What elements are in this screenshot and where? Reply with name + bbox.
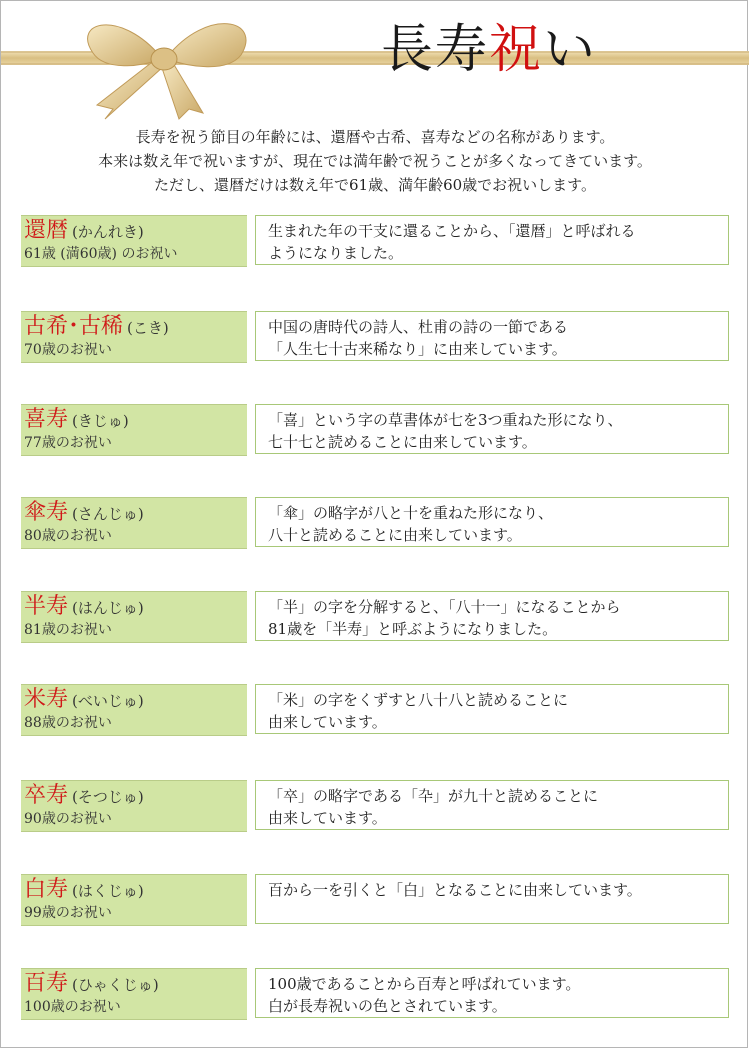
intro-line: ただし、還暦だけは数え年で61歳、満年齢60歳でお祝いします。 xyxy=(154,176,596,194)
entry-hyakuju xyxy=(21,968,731,1022)
entry-description xyxy=(255,497,729,547)
celebration-age: 100歳のお祝い xyxy=(24,999,121,1015)
page-title xyxy=(381,7,597,82)
celebration-age: 80歳のお祝い xyxy=(24,528,112,544)
celebration-age: 88歳のお祝い xyxy=(24,715,112,731)
entry-label xyxy=(21,780,247,832)
celebration-reading: (はくじゅ) xyxy=(72,882,144,900)
celebration-age: 81歳のお祝い xyxy=(24,622,112,638)
celebration-reading: (はんじゅ) xyxy=(72,599,144,617)
entry-description xyxy=(255,874,729,924)
description-line: 百から一を引くと「白」となることに由来しています。 xyxy=(268,881,642,899)
description-line: 白が長寿祝いの色とされています。 xyxy=(268,997,507,1015)
celebration-name: 古希･古稀 xyxy=(24,314,124,339)
entry-label xyxy=(21,684,247,736)
intro-line: 本来は数え年で祝いますが、現在では満年齢で祝うことが多くなってきています。 xyxy=(98,152,652,170)
celebration-name: 白寿 xyxy=(24,877,69,902)
ribbon-bow-icon xyxy=(1,1,749,121)
entry-label xyxy=(21,591,247,643)
entry-description xyxy=(255,968,729,1018)
entry-label xyxy=(21,215,247,267)
celebration-reading: (こき) xyxy=(127,319,169,337)
celebration-name: 還暦 xyxy=(24,218,69,243)
title-main: 長寿 xyxy=(381,20,490,80)
description-line: ようになりました。 xyxy=(268,244,404,262)
entry-label xyxy=(21,497,247,549)
description-line: 中国の唐時代の詩人、杜甫の詩の一節である xyxy=(268,318,569,336)
description-line: 生まれた年の干支に還ることから、「還暦」と呼ばれる xyxy=(268,222,636,240)
celebration-name: 傘寿 xyxy=(24,500,69,525)
entry-description xyxy=(255,684,729,734)
entry-label xyxy=(21,874,247,926)
intro-text xyxy=(1,125,749,197)
description-line: 81歳を「半寿」と呼ぶようになりました。 xyxy=(268,620,558,638)
celebration-reading: (べいじゅ) xyxy=(72,692,144,710)
entry-koki xyxy=(21,311,731,365)
celebration-reading: (さんじゅ) xyxy=(72,505,144,523)
entry-label xyxy=(21,968,247,1020)
entry-description xyxy=(255,215,729,265)
celebration-age: 90歳のお祝い xyxy=(24,811,112,827)
description-line: 由来しています。 xyxy=(268,713,387,731)
description-line: 七十七と読めることに由来しています。 xyxy=(268,433,537,451)
entry-description xyxy=(255,780,729,830)
entry-kanreki xyxy=(21,215,731,269)
celebration-reading: (ひゃくじゅ) xyxy=(72,976,159,994)
celebration-reading: (かんれき) xyxy=(72,223,144,241)
title-end: い xyxy=(543,20,598,80)
celebration-reading: (きじゅ) xyxy=(72,412,129,430)
title-accent: 祝 xyxy=(489,20,544,80)
celebration-age: 70歳のお祝い xyxy=(24,342,112,358)
description-line: 「喜」という字の草書体が七を3つ重ねた形になり、 xyxy=(268,411,623,429)
entry-label xyxy=(21,404,247,456)
celebration-age: 77歳のお祝い xyxy=(24,435,112,451)
entry-description xyxy=(255,591,729,641)
celebration-name: 百寿 xyxy=(24,971,69,996)
description-line: 「卒」の略字である「卆」が九十と読めることに xyxy=(268,787,599,805)
celebration-age: 99歳のお祝い xyxy=(24,905,112,921)
description-line: 100歳であることから百寿と呼ばれています。 xyxy=(268,975,581,993)
celebration-name: 半寿 xyxy=(24,594,69,619)
celebration-reading: (そつじゅ) xyxy=(72,788,144,806)
entry-sanju xyxy=(21,497,731,551)
celebration-name: 卒寿 xyxy=(24,783,69,808)
entry-hakuju xyxy=(21,874,731,928)
entry-label xyxy=(21,311,247,363)
description-line: 「人生七十古来稀なり」に由来しています。 xyxy=(268,340,567,358)
celebration-name: 喜寿 xyxy=(24,407,69,432)
entry-description xyxy=(255,311,729,361)
celebration-name: 米寿 xyxy=(24,687,69,712)
description-line: 「米」の字をくずすと八十八と読めることに xyxy=(268,691,569,709)
entry-kiju xyxy=(21,404,731,458)
entry-beiju xyxy=(21,684,731,738)
description-line: 八十と読めることに由来しています。 xyxy=(268,526,522,544)
entry-description xyxy=(255,404,729,454)
entry-hanju xyxy=(21,591,731,645)
entry-sotsuju xyxy=(21,780,731,834)
description-line: 由来しています。 xyxy=(268,809,387,827)
description-line: 「傘」の略字が八と十を重ねた形になり、 xyxy=(268,504,554,522)
celebration-age: 61歳 (満60歳) のお祝い xyxy=(24,246,178,262)
description-line: 「半」の字を分解すると、「八十一」になることから xyxy=(268,598,621,616)
intro-line: 長寿を祝う節目の年齢には、還暦や古希、喜寿などの名称があります。 xyxy=(135,128,615,146)
